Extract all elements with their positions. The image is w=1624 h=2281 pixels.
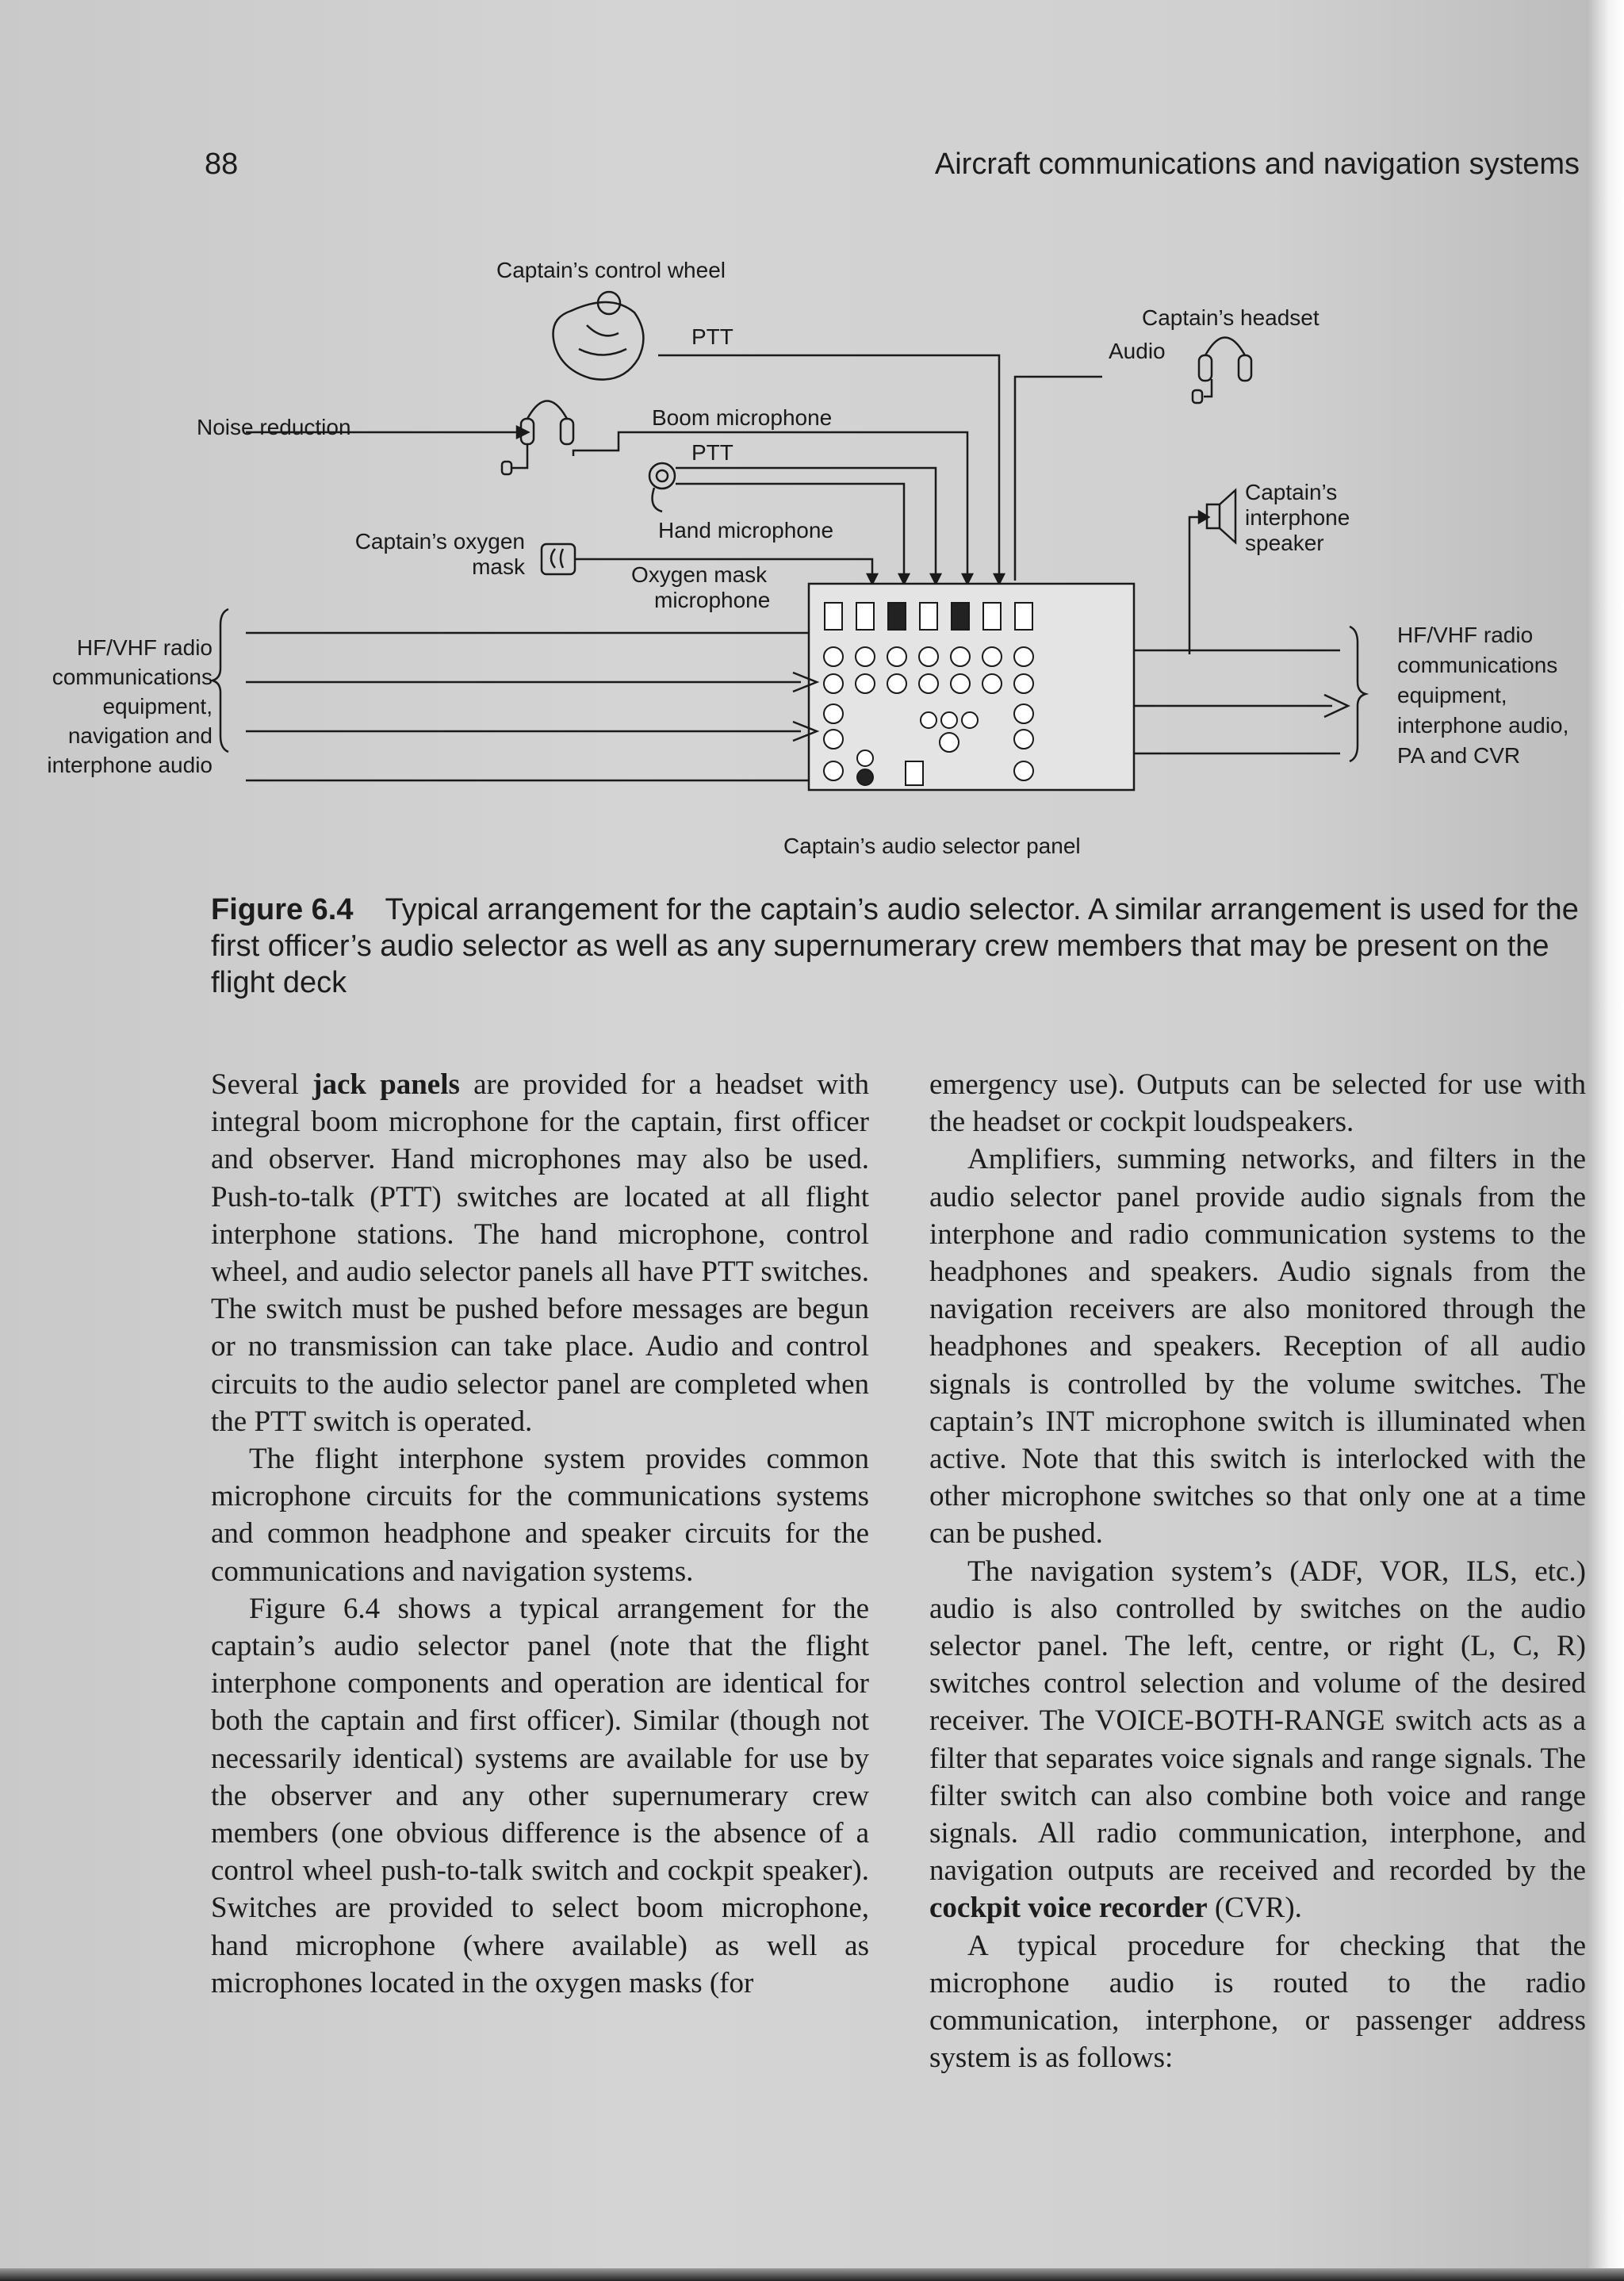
label-speaker-2: interphone xyxy=(1245,505,1350,530)
paragraph xyxy=(929,1553,1586,1927)
label-headset: Captain’s headset xyxy=(1142,305,1320,330)
label-oxygen-mask-2: mask xyxy=(472,554,525,579)
label-oxygen-mic-1: Oxygen mask xyxy=(631,562,768,587)
paragraph-text: are provided for a headset with integral boom microphone for the captain, first officer and observer. Hand microphones may also be used. Push-to-talk (PTT) switches are located at all flight interphone stations. The hand microphone, control wheel, and audio selector panels all have PTT switches. The switch must be pushed before messages are begun or no transmission can take place. Audio and control circuits to the audio selector panel are completed when the PTT switch is operated. xyxy=(211,1068,869,1438)
audio-selector-diagram xyxy=(47,238,1586,872)
label-oxygen-mic-2: microphone xyxy=(654,588,771,612)
left-brace xyxy=(213,609,228,752)
label-left-5: interphone audio xyxy=(47,753,213,777)
paragraph: The flight interphone system provides common microphone circuits for the communications systems and common headphone and speaker circuits for the communications and navigation systems. xyxy=(211,1443,869,1588)
speaker-line xyxy=(1189,517,1201,654)
running-title: Aircraft communications and navigation systems xyxy=(934,148,1580,181)
paragraph: A typical procedure for checking that the microphone audio is routed to the radio communication, interphone, or passenger address system is as follows: xyxy=(929,1929,1586,2075)
label-right-3: equipment, xyxy=(1397,683,1507,707)
diagram-svg xyxy=(47,238,1586,872)
figure-caption xyxy=(211,891,1583,1001)
label-speaker-1: Captain’s xyxy=(1245,480,1338,504)
oxygen-mask-icon xyxy=(542,544,575,574)
paragraph xyxy=(211,1066,869,1440)
paragraph: emergency use). Outputs can be selected for use with the headset or cockpit loudspeakers. xyxy=(929,1068,1586,1139)
key-term: cockpit voice recorder xyxy=(929,1892,1208,1925)
label-right-1: HF/VHF radio xyxy=(1397,623,1534,647)
label-left-3: equipment, xyxy=(102,694,213,719)
right-column xyxy=(929,1066,1586,2076)
page-bottom-edge xyxy=(0,2268,1624,2281)
label-right-2: communications xyxy=(1397,653,1558,677)
label-ptt-hand: PTT xyxy=(691,440,733,465)
paragraph-text: (CVR). xyxy=(1207,1892,1302,1925)
label-panel: Captain’s audio selector panel xyxy=(783,834,1081,858)
label-left-1: HF/VHF radio xyxy=(76,635,213,660)
label-speaker-3: speaker xyxy=(1245,531,1324,555)
headset-icon xyxy=(1193,338,1251,404)
interphone-speaker-icon xyxy=(1207,490,1235,542)
label-control-wheel: Captain’s control wheel xyxy=(496,258,726,282)
figure-caption-text: Typical arrangement for the captain’s audio selector. A similar arrangement is used for the first officer’s audio selector as well as any supernumerary crew members that may be present on the flight deck xyxy=(211,893,1579,999)
headset-audio-line xyxy=(1015,377,1102,581)
paragraph-text: Several xyxy=(211,1068,313,1101)
right-brace xyxy=(1350,627,1365,761)
label-left-2: communications xyxy=(52,665,213,689)
page-number: 88 xyxy=(205,148,239,181)
label-right-4: interphone audio, xyxy=(1397,713,1569,738)
key-term: jack panels xyxy=(312,1068,460,1101)
paragraph: Figure 6.4 shows a typical arrangement for the captain’s audio selector panel (note that the flight interphone components and operation are identical for both the captain and first officer). Similar (though not necessarily identical) systems are available for use by the observer and any other supernumerary crew members (one obvious difference is the absence of a control wheel push-to-talk switch and cockpit speaker). Switches are provided to select boom microphone, hand microphone (where available) as well as microphones located in the oxygen masks (for xyxy=(211,1592,869,1999)
paragraph: Amplifiers, summing networks, and filters in the audio selector panel provide audio signals from the interphone and radio communication systems to the headphones and speakers. Audio signals from the navigation receivers are also monitored through the headphones and speakers. Reception of all audio signals is controlled by the volume switches. The captain’s INT microphone switch is illuminated when active. Note that this switch is interlocked with the other microphone switches so that only one at a time can be pushed. xyxy=(929,1143,1586,1551)
left-column xyxy=(211,1066,869,2002)
label-noise-reduction: Noise reduction xyxy=(197,415,351,439)
label-hand-microphone: Hand microphone xyxy=(658,518,834,542)
figure-number: Figure 6.4 xyxy=(211,893,354,926)
control-wheel-icon xyxy=(553,292,644,380)
label-left-4: navigation and xyxy=(67,723,213,748)
label-ptt-wheel: PTT xyxy=(691,324,733,349)
book-spine-shadow xyxy=(1586,0,1624,2281)
label-boom-microphone: Boom microphone xyxy=(652,405,833,430)
label-audio: Audio xyxy=(1109,339,1166,363)
hand-microphone-icon xyxy=(649,463,675,512)
paragraph-text: The navigation system’s (ADF, VOR, ILS, etc.) audio is also controlled by switches on the audio selector panel. The left, centre, or right (L, C, R) switches control selection and volume of the desired receiver. The VOICE-BOTH-RANGE switch acts as a filter that separates voice signals and range signals. The filter switch can also combine both voice and range signals. All radio communication, interphone, and navigation outputs are received and recorded by the xyxy=(929,1555,1586,1888)
label-oxygen-mask-1: Captain’s oxygen xyxy=(354,529,525,554)
boom-headset-icon xyxy=(502,401,573,475)
label-right-5: PA and CVR xyxy=(1397,743,1521,768)
